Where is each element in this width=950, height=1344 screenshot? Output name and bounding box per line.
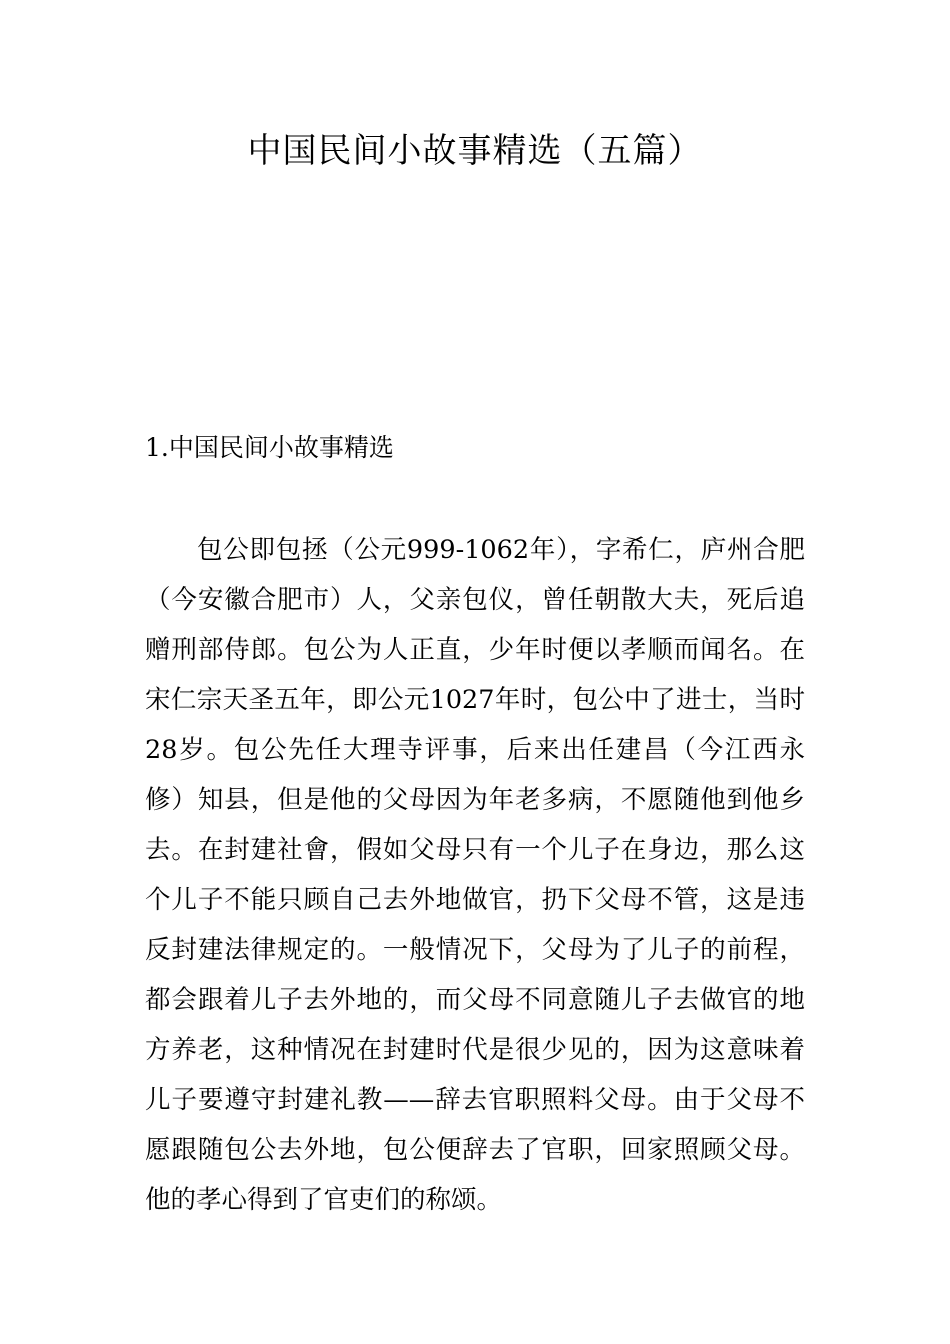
paragraph-line: 包公即包拯（公元999-1062年），字希仁，庐州合肥 (197, 535, 805, 565)
paragraph-line: 修）知县，但是他的父母因为年老多病，不愿随他到他乡 (145, 785, 805, 815)
paragraph-line: 愿跟随包公去外地，包公便辞去了官职，回家照顾父母。 (145, 1135, 805, 1165)
paragraph-line: 都会跟着儿子去外地的，而父母不同意随儿子去做官的地 (145, 985, 805, 1015)
paragraph-line: 反封建法律规定的。一般情况下，父母为了儿子的前程， (145, 935, 805, 965)
paragraph-line: 宋仁宗天圣五年，即公元1027年时，包公中了进士，当时 (145, 685, 805, 715)
paragraph-line: 28岁。包公先任大理寺评事，后来出任建昌（今江西永 (145, 735, 805, 765)
paragraph-line: 个儿子不能只顾自己去外地做官，扔下父母不管，这是违 (145, 885, 805, 915)
paragraph-line: （今安徽合肥市）人，父亲包仪，曾任朝散大夫，死后追 (145, 585, 805, 615)
paragraph-line: 他的孝心得到了官吏们的称颂。 (145, 1185, 503, 1215)
paragraph-line: 儿子要遵守封建礼教——辞去官职照料父母。由于父母不 (145, 1085, 805, 1115)
paragraph-line: 去。在封建社會，假如父母只有一个儿子在身边，那么这 (145, 835, 805, 865)
story-paragraph (145, 525, 805, 1225)
document-title: 中国民间小故事精选（五篇） (247, 131, 703, 171)
paragraph-line: 赠刑部侍郎。包公为人正直，少年时便以孝顺而闻名。在 (145, 635, 805, 665)
section-heading: 1.中国民间小故事精选 (145, 433, 394, 462)
paragraph-line: 方养老，这种情况在封建时代是很少见的，因为这意味着 (145, 1035, 805, 1065)
